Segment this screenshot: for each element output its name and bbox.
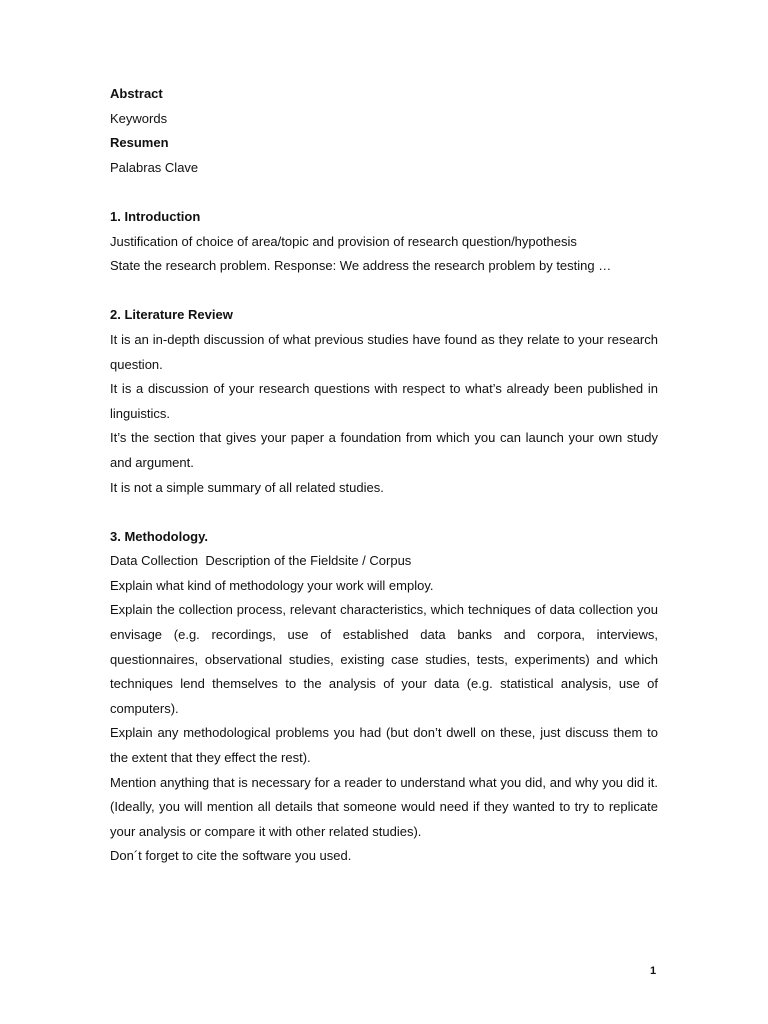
- page-number: 1: [650, 965, 657, 977]
- methodology-paragraph: Don´t forget to cite the software you used.: [110, 848, 352, 864]
- literature-review-paragraph: It is an in-depth discussion of what previous studies have found as they relate to your research question.: [110, 331, 658, 372]
- document-body: [110, 82, 658, 869]
- introduction-heading: 1. Introduction: [110, 208, 201, 224]
- methodology-paragraph: Explain any methodological problems you had (but don’t dwell on these, just discuss them to the extent that they effect the rest).: [110, 725, 658, 766]
- section-spacer: [110, 180, 658, 205]
- methodology-subheading: Data Collection Description of the Fieldsite / Corpus: [110, 553, 412, 569]
- methodology-heading: 3. Methodology.: [110, 528, 208, 544]
- keywords-label: Keywords: [110, 110, 168, 126]
- literature-review-paragraph: It is not a simple summary of all related studies.: [110, 479, 384, 495]
- introduction-line: State the research problem. Response: We address the research problem by testing …: [110, 258, 612, 274]
- methodology-paragraph: Explain the collection process, relevant characteristics, which techniques of data collection you envisage (e.g. recordings, use of established data banks and corpora, interviews, questionnaires, observational studies, existing case studies, tests, experiments) and which techniques lend themselves to the analysis of your data (e.g. statistical analysis, use of computers).: [110, 602, 658, 716]
- methodology-paragraph: Explain what kind of methodology your work will employ.: [110, 577, 434, 593]
- palabras-clave-label: Palabras Clave: [110, 159, 199, 175]
- introduction-line: Justification of choice of area/topic and provision of research question/hypothesis: [110, 233, 577, 249]
- methodology-paragraph: Mention anything that is necessary for a reader to understand what you did, and why you did it. (Ideally, you will mention all details that someone would need if they wanted to try to replicate your analysis or compare it with other related studies).: [110, 774, 658, 839]
- literature-review-paragraph: It’s the section that gives your paper a foundation from which you can launch your own study and argument.: [110, 430, 658, 470]
- resumen-heading: Resumen: [110, 135, 169, 151]
- literature-review-paragraph: It is a discussion of your research questions with respect to what’s already been published in linguistics.: [110, 381, 658, 421]
- section-spacer: [110, 279, 658, 304]
- literature-review-heading: 2. Literature Review: [110, 307, 233, 323]
- abstract-heading: Abstract: [110, 86, 163, 101]
- section-spacer: [110, 500, 658, 525]
